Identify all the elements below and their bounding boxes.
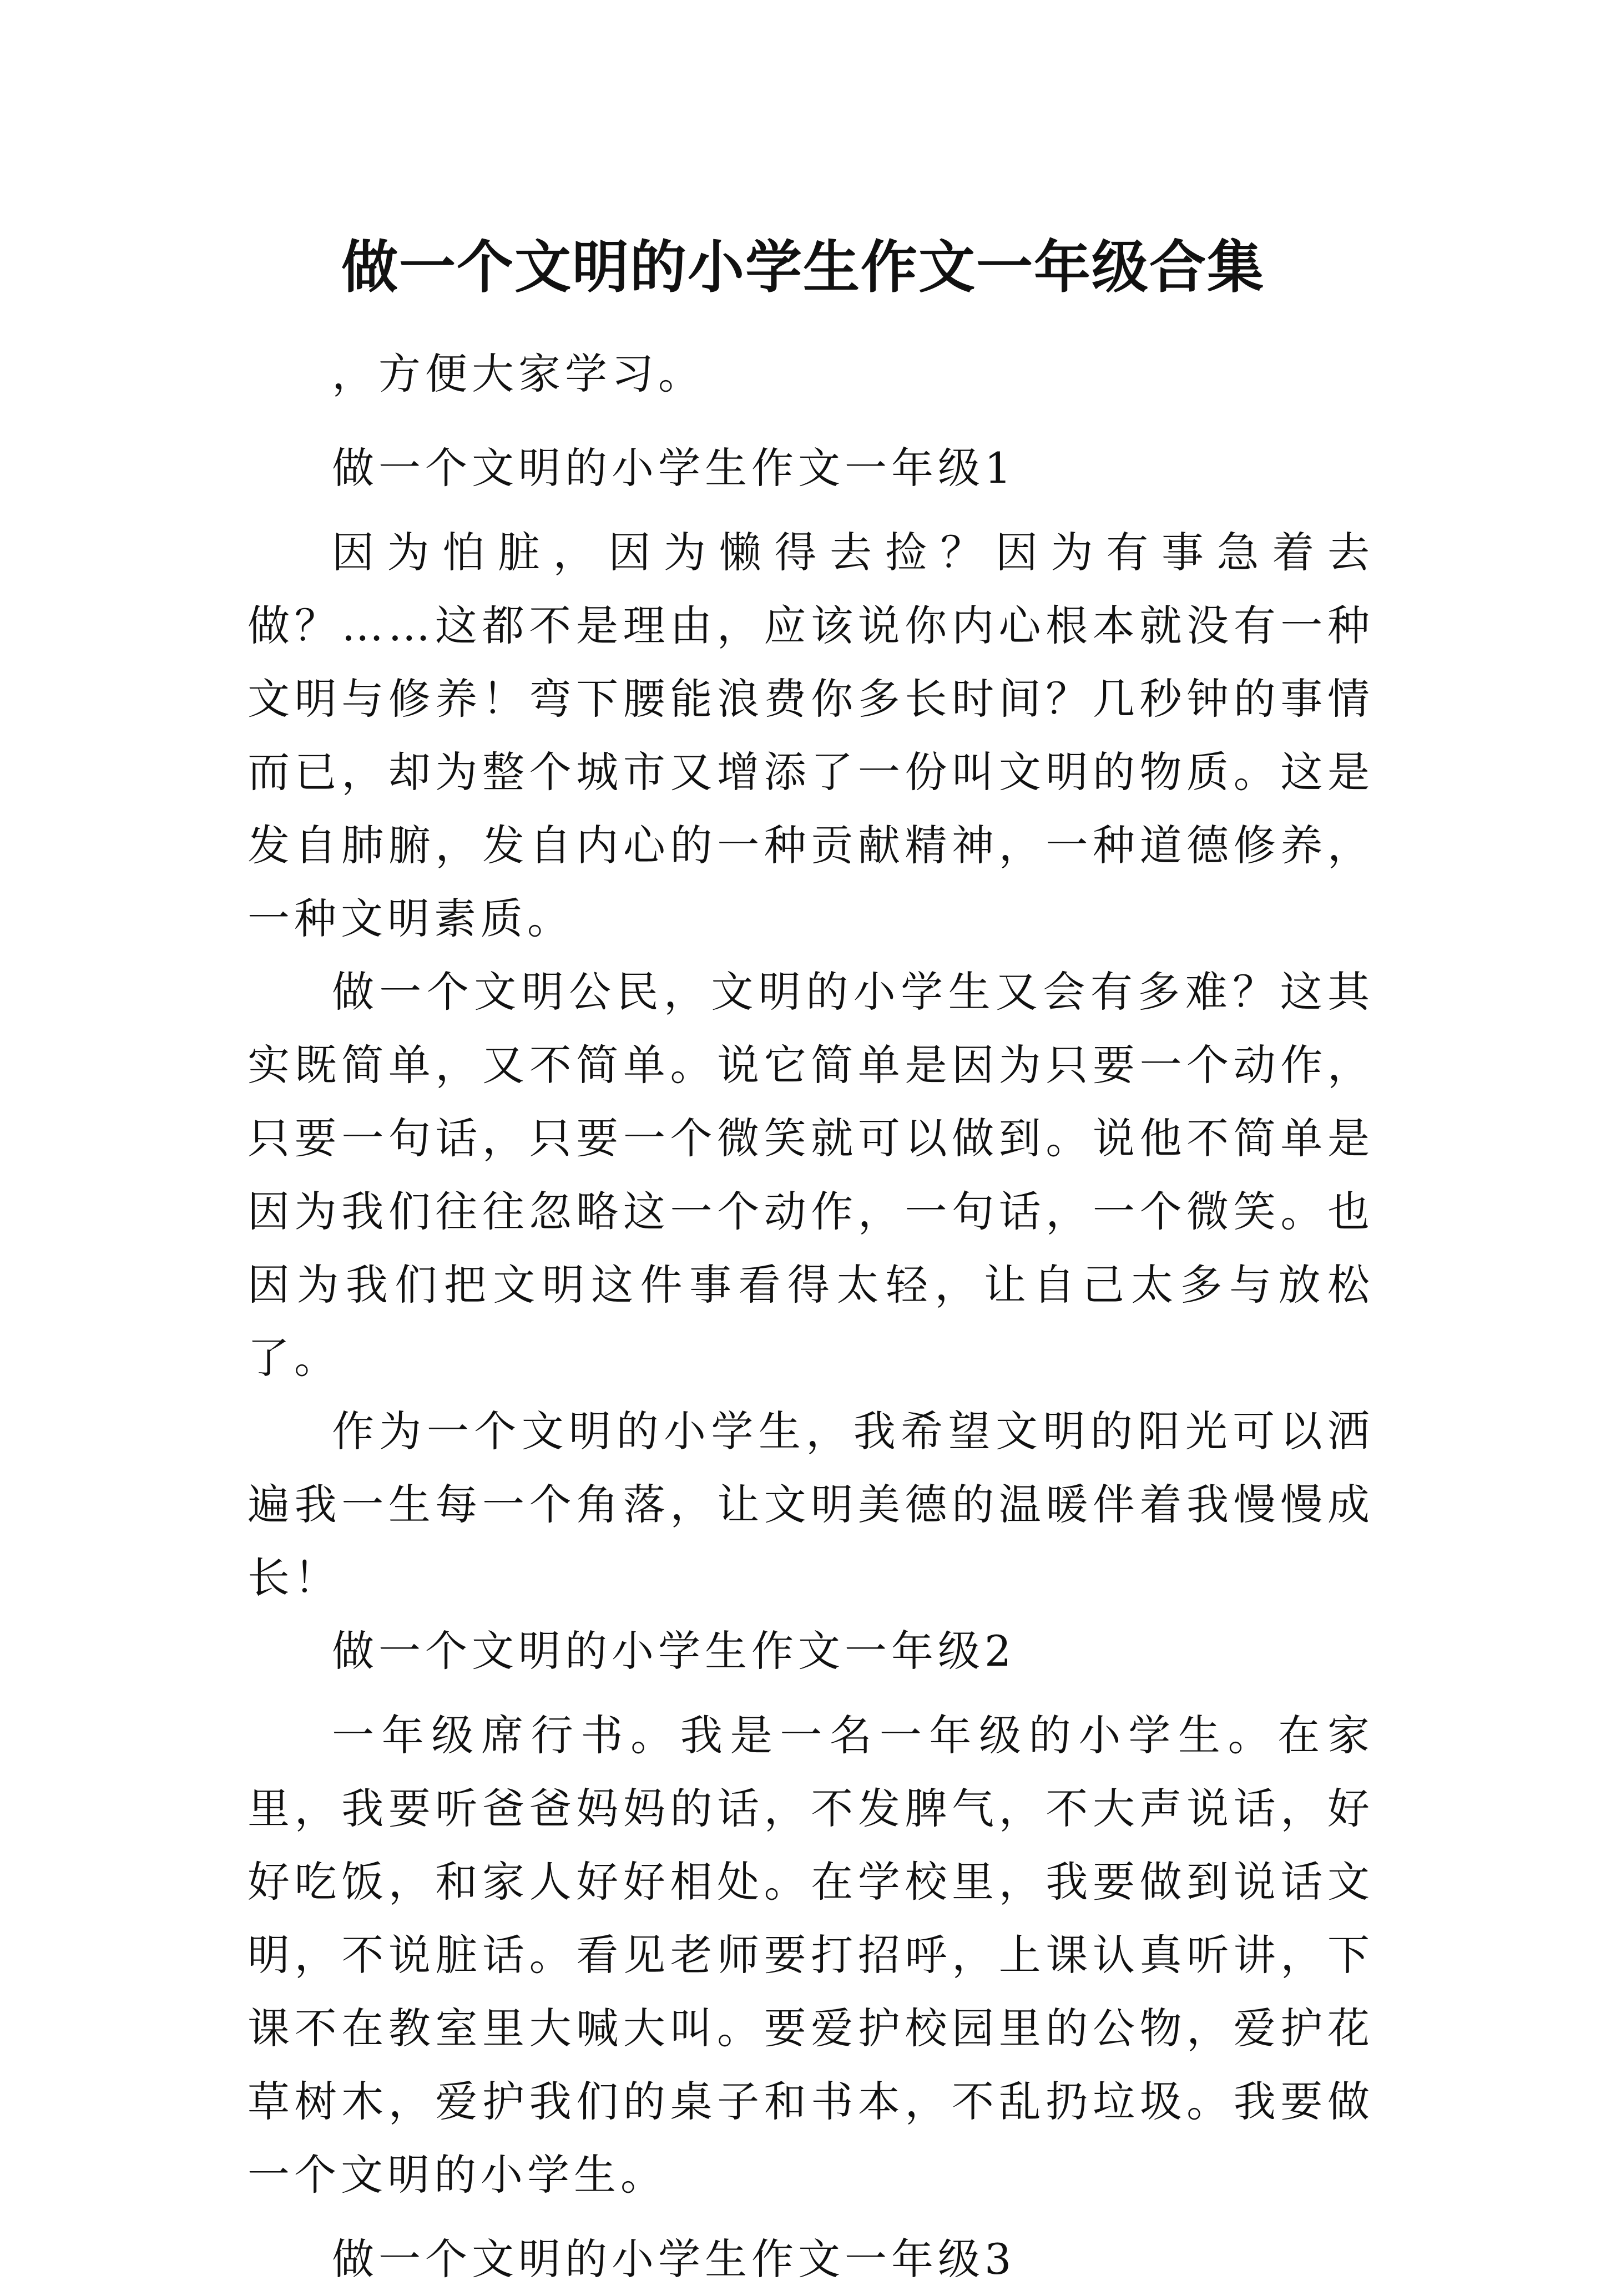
spacer	[248, 411, 1374, 432]
spacer	[248, 505, 1374, 516]
paragraph: 作为一个文明的小学生，我希望文明的阳光可以洒遍我一生每一个角落，让文明美德的温暖伴着我慢慢成长！	[248, 1407, 1374, 1602]
spacer	[248, 1688, 1374, 1699]
intro-text: ，方便大家学习。	[332, 349, 705, 398]
paragraph: 因为怕脏，因为懒得去捡？因为有事急着去做？……这都不是理由，应该说你内心根本就没有一种文明与修养！弯下腰能浪费你多长时间？几秒钟的事情而已，却为整个城市又增添了一份叫文明的物质。这是发自肺腑，发自内心的一种贡献精神，一种道德修养，一种文明素质。	[248, 528, 1374, 943]
paragraph: 一年级席行书。我是一名一年级的小学生。在家里，我要听爸爸妈妈的话，不发脾气，不大声说话，好好吃饭，和家人好好相处。在学校里，我要做到说话文明，不说脏话。看见老师要打招呼，上课认真听讲，下课不在教室里大喊大叫。要爱护校园里的公物，爱护花草树木，爱护我们的桌子和书本，不乱扔垃圾。我要做一个文明的小学生。	[248, 1711, 1374, 2199]
section-heading: 做一个文明的小学生作文一年级1	[332, 443, 1016, 493]
paragraph: 做一个文明公民，文明的小学生又会有多难？这其实既简单，又不简单。说它简单是因为只要一个动作，只要一句话，只要一个微笑就可以做到。说他不简单是因为我们往往忽略这一个动作，一句话，一个微笑。也因为我们把文明这件事看得太轻，让自己太多与放松了。	[248, 967, 1374, 1383]
document-body	[248, 337, 1374, 2296]
section-heading: 做一个文明的小学生作文一年级2	[332, 1626, 1016, 1676]
document-title: 做一个文明的小学生作文一年级合集	[341, 235, 1265, 301]
section-heading: 做一个文明的小学生作文一年级3	[332, 2234, 1016, 2284]
spacer	[248, 2212, 1374, 2223]
